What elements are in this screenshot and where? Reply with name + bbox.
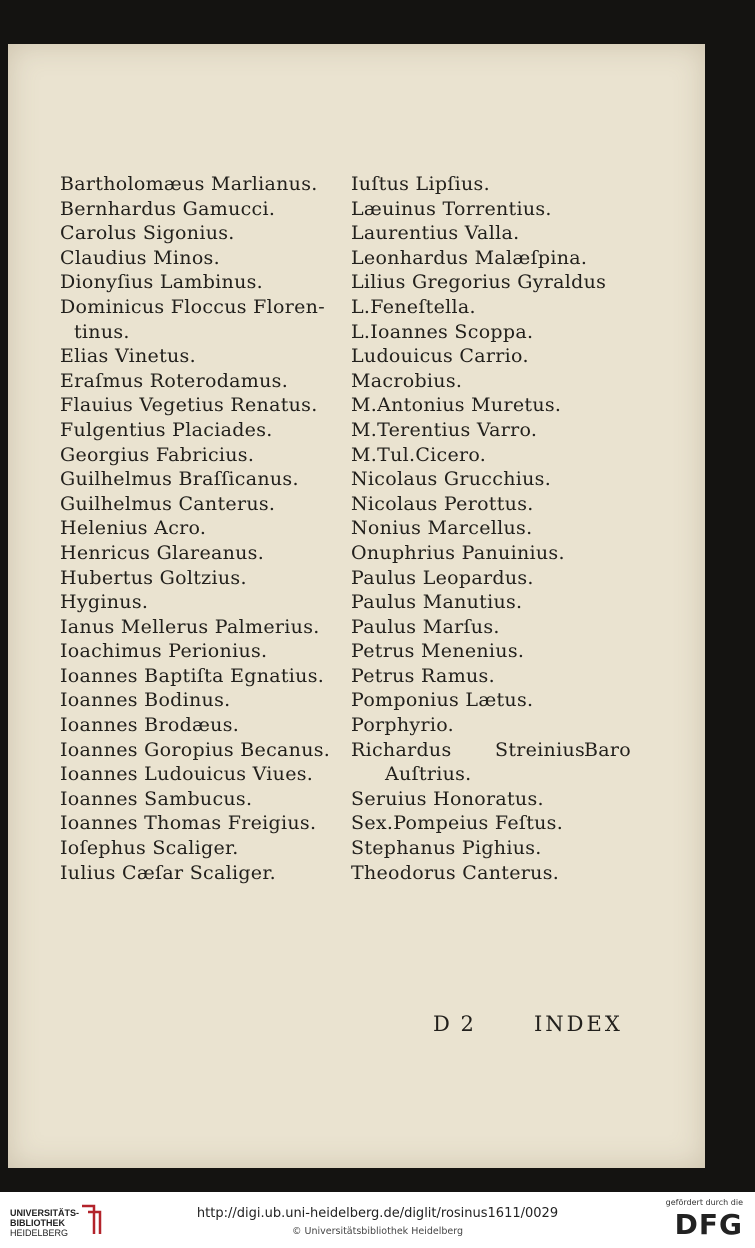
word: Streinius [495, 738, 586, 761]
word: Richardus [351, 738, 452, 761]
list-item: Henricus Glareanus. [60, 541, 265, 564]
list-item-justified [351, 738, 631, 763]
list-item: Porphyrio. [351, 714, 454, 737]
list-item: Seruius Honoratus. [351, 787, 544, 810]
word: Baro [583, 738, 631, 761]
list-item: Pomponius Lætus. [351, 689, 534, 712]
dfg-logo[interactable]: DFG [674, 1208, 743, 1241]
list-item: Eraſmus Roterodamus. [60, 369, 289, 392]
list-item: Hyginus. [60, 591, 149, 614]
list-item: Flauius Vegetius Renatus. [60, 394, 318, 417]
list-item-continuation: Auſtrius. [385, 763, 472, 786]
list-item: Carolus Sigonius. [60, 222, 235, 245]
list-item: Sex.Pompeius Feſtus. [351, 812, 564, 835]
list-item: L.Feneſtella. [351, 295, 476, 318]
list-item: Ianus Mellerus Palmerius. [60, 615, 320, 638]
logo-line: HEIDELBERG [10, 1228, 69, 1238]
list-item: Ioannes Brodæus. [60, 714, 240, 737]
list-item: Dionyſius Lambinus. [60, 271, 264, 294]
list-item: Iulius Cæſar Scaliger. [60, 861, 276, 884]
list-item: Laurentius Valla. [351, 222, 520, 245]
book-page [8, 44, 705, 1168]
footer-bar [0, 1192, 755, 1248]
list-item: Paulus Manutius. [351, 591, 523, 614]
list-item: Paulus Leopardus. [351, 566, 534, 589]
catchword: INDEX [534, 1012, 623, 1036]
list-item: M.Antonius Muretus. [351, 394, 562, 417]
list-item: Lilius Gregorius Gyraldus [351, 271, 607, 294]
list-item: Guilhelmus Canterus. [60, 492, 276, 515]
author-list-right [351, 172, 631, 885]
list-item-continuation: tinus. [74, 320, 130, 343]
list-item: Petrus Menenius. [351, 640, 525, 663]
list-item: Petrus Ramus. [351, 664, 495, 687]
list-item: Onuphrius Panuinius. [351, 541, 565, 564]
list-item: Nicolaus Perottus. [351, 492, 534, 515]
list-item: Leonhardus Malæſpina. [351, 246, 588, 269]
copyright-text: © Universitätsbibliothek Heidelberg [291, 1226, 463, 1237]
list-item: Ioannes Ludouicus Viues. [60, 763, 314, 786]
list-item: Macrobius. [351, 369, 463, 392]
list-item: Nicolaus Grucchius. [351, 468, 552, 491]
dfg-label: gefördert durch die [665, 1198, 743, 1207]
list-item: Dominicus Floccus Floren- [60, 295, 325, 318]
list-item: Georgius Fabricius. [60, 443, 255, 466]
list-item: Paulus Marſus. [351, 615, 500, 638]
list-item: Ioannes Thomas Freigius. [60, 812, 317, 835]
list-item: Fulgentius Placiades. [60, 418, 273, 441]
list-item: Ioachimus Perionius. [60, 640, 268, 663]
list-item: Ioannes Sambucus. [60, 787, 253, 810]
author-list-left [60, 172, 330, 885]
list-item: Stephanus Pighius. [351, 837, 542, 860]
signature-mark: D 2 [433, 1012, 476, 1036]
list-item: Elias Vinetus. [60, 345, 196, 368]
list-item: Ioannes Goropius Becanus. [60, 738, 331, 761]
list-item: Claudius Minos. [60, 246, 220, 269]
list-item: Ioannes Baptiſta Egnatius. [60, 664, 325, 687]
list-item: Theodorus Canterus. [351, 861, 560, 884]
permalink-url[interactable]: http://digi.ub.uni-heidelberg.de/diglit/rosinus1611/0029 [196, 1206, 559, 1221]
list-item: Bartholomæus Marlianus. [60, 173, 318, 195]
list-item: Bernhardus Gamucci. [60, 197, 276, 220]
list-item: Helenius Acro. [60, 517, 207, 540]
list-item: Iuſtus Lipſius. [351, 173, 490, 195]
list-item: Ioſephus Scaliger. [60, 837, 239, 860]
list-item: Ioannes Bodinus. [60, 689, 231, 712]
list-item: L.Ioannes Scoppa. [351, 320, 534, 343]
list-item: Hubertus Goltzius. [60, 566, 247, 589]
logo-line: BIBLIOTHEK [10, 1218, 65, 1228]
list-item: Læuinus Torrentius. [351, 197, 552, 220]
logo-line: UNIVERSITÄTS- [10, 1208, 80, 1218]
list-item: Ludouicus Carrio. [351, 345, 529, 368]
list-item: M.Tul.Cicero. [351, 443, 487, 466]
list-item: M.Terentius Varro. [351, 418, 538, 441]
list-item: Guilhelmus Braſſicanus. [60, 468, 299, 491]
list-item: Nonius Marcellus. [351, 517, 533, 540]
